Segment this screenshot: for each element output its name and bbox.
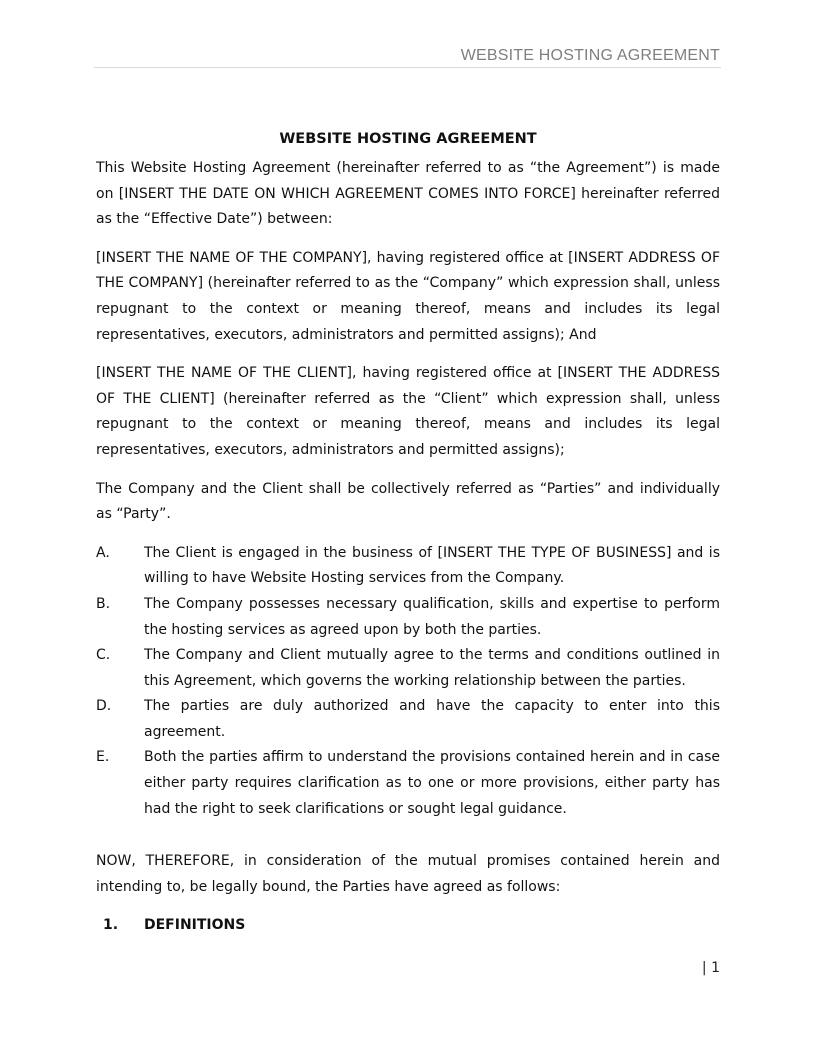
recitals-list xyxy=(96,541,720,823)
company-party-paragraph: [INSERT THE NAME OF THE COMPANY], having registered office at [INSERT ADDRESS OF THE COMPANY] (hereinafter referred to as the “Company” which expression shall, unless repugnant to the context or meaning thereof, means and includes its legal representatives, executors, administrators and permitted assigns); And xyxy=(96,249,720,343)
recital-item xyxy=(96,694,720,745)
recital-item xyxy=(96,745,720,822)
recital-text: The Client is engaged in the business of [INSERT THE TYPE OF BUSINESS] and is willing to have Website Hosting services from the Company. xyxy=(144,544,720,587)
recital-text: Both the parties affirm to understand the provisions contained herein and in case either party requires clarification as to one or more provisions, either party has had the right to seek clarifications or sought legal guidance. xyxy=(144,749,720,817)
recital-text: The parties are duly authorized and have the capacity to enter into this agreement. xyxy=(144,698,720,740)
section-heading-definitions xyxy=(96,913,720,939)
section-number: 1. xyxy=(103,917,119,934)
section-title: DEFINITIONS xyxy=(144,917,246,934)
document-title: WEBSITE HOSTING AGREEMENT xyxy=(279,131,537,147)
recital-letter: E. xyxy=(96,749,110,766)
running-header-title: WEBSITE HOSTING AGREEMENT xyxy=(460,47,720,64)
recital-text: The Company and Client mutually agree to the terms and conditions outlined in this Agreement, which governs the working relationship between the parties. xyxy=(144,647,720,689)
recital-letter: D. xyxy=(96,698,112,715)
document-body xyxy=(96,128,720,939)
parties-definition-paragraph: The Company and the Client shall be collectively referred as “Parties” and individually as “Party”. xyxy=(96,480,720,523)
header-divider xyxy=(94,67,721,68)
now-therefore-paragraph: NOW, THEREFORE, in consideration of the mutual promises contained herein and intending to, be legally bound, the Parties have agreed as follows: xyxy=(96,853,720,895)
recital-letter: B. xyxy=(96,595,111,612)
client-party-paragraph: [INSERT THE NAME OF THE CLIENT], having registered office at [INSERT THE ADDRESS OF THE CLIENT] (hereinafter referred as the “Client” which expression shall, unless repugnant to the context or meaning thereof, means and includes its legal representatives, executors, administrators and permitted assigns); xyxy=(96,365,720,458)
page-number: | 1 xyxy=(701,960,720,976)
intro-paragraph: This Website Hosting Agreement (hereinafter referred to as “the Agreement”) is made on [INSERT THE DATE ON WHICH AGREEMENT COMES INTO FORCE] hereinafter referred as the “Effective Date”) between: xyxy=(96,160,720,228)
recital-text: The Company possesses necessary qualification, skills and expertise to perform the hosting services as agreed upon by both the parties. xyxy=(144,595,720,638)
recital-item xyxy=(96,592,720,643)
recital-item xyxy=(96,541,720,592)
recital-item xyxy=(96,643,720,694)
recital-letter: A. xyxy=(96,544,110,561)
recital-letter: C. xyxy=(96,647,111,664)
